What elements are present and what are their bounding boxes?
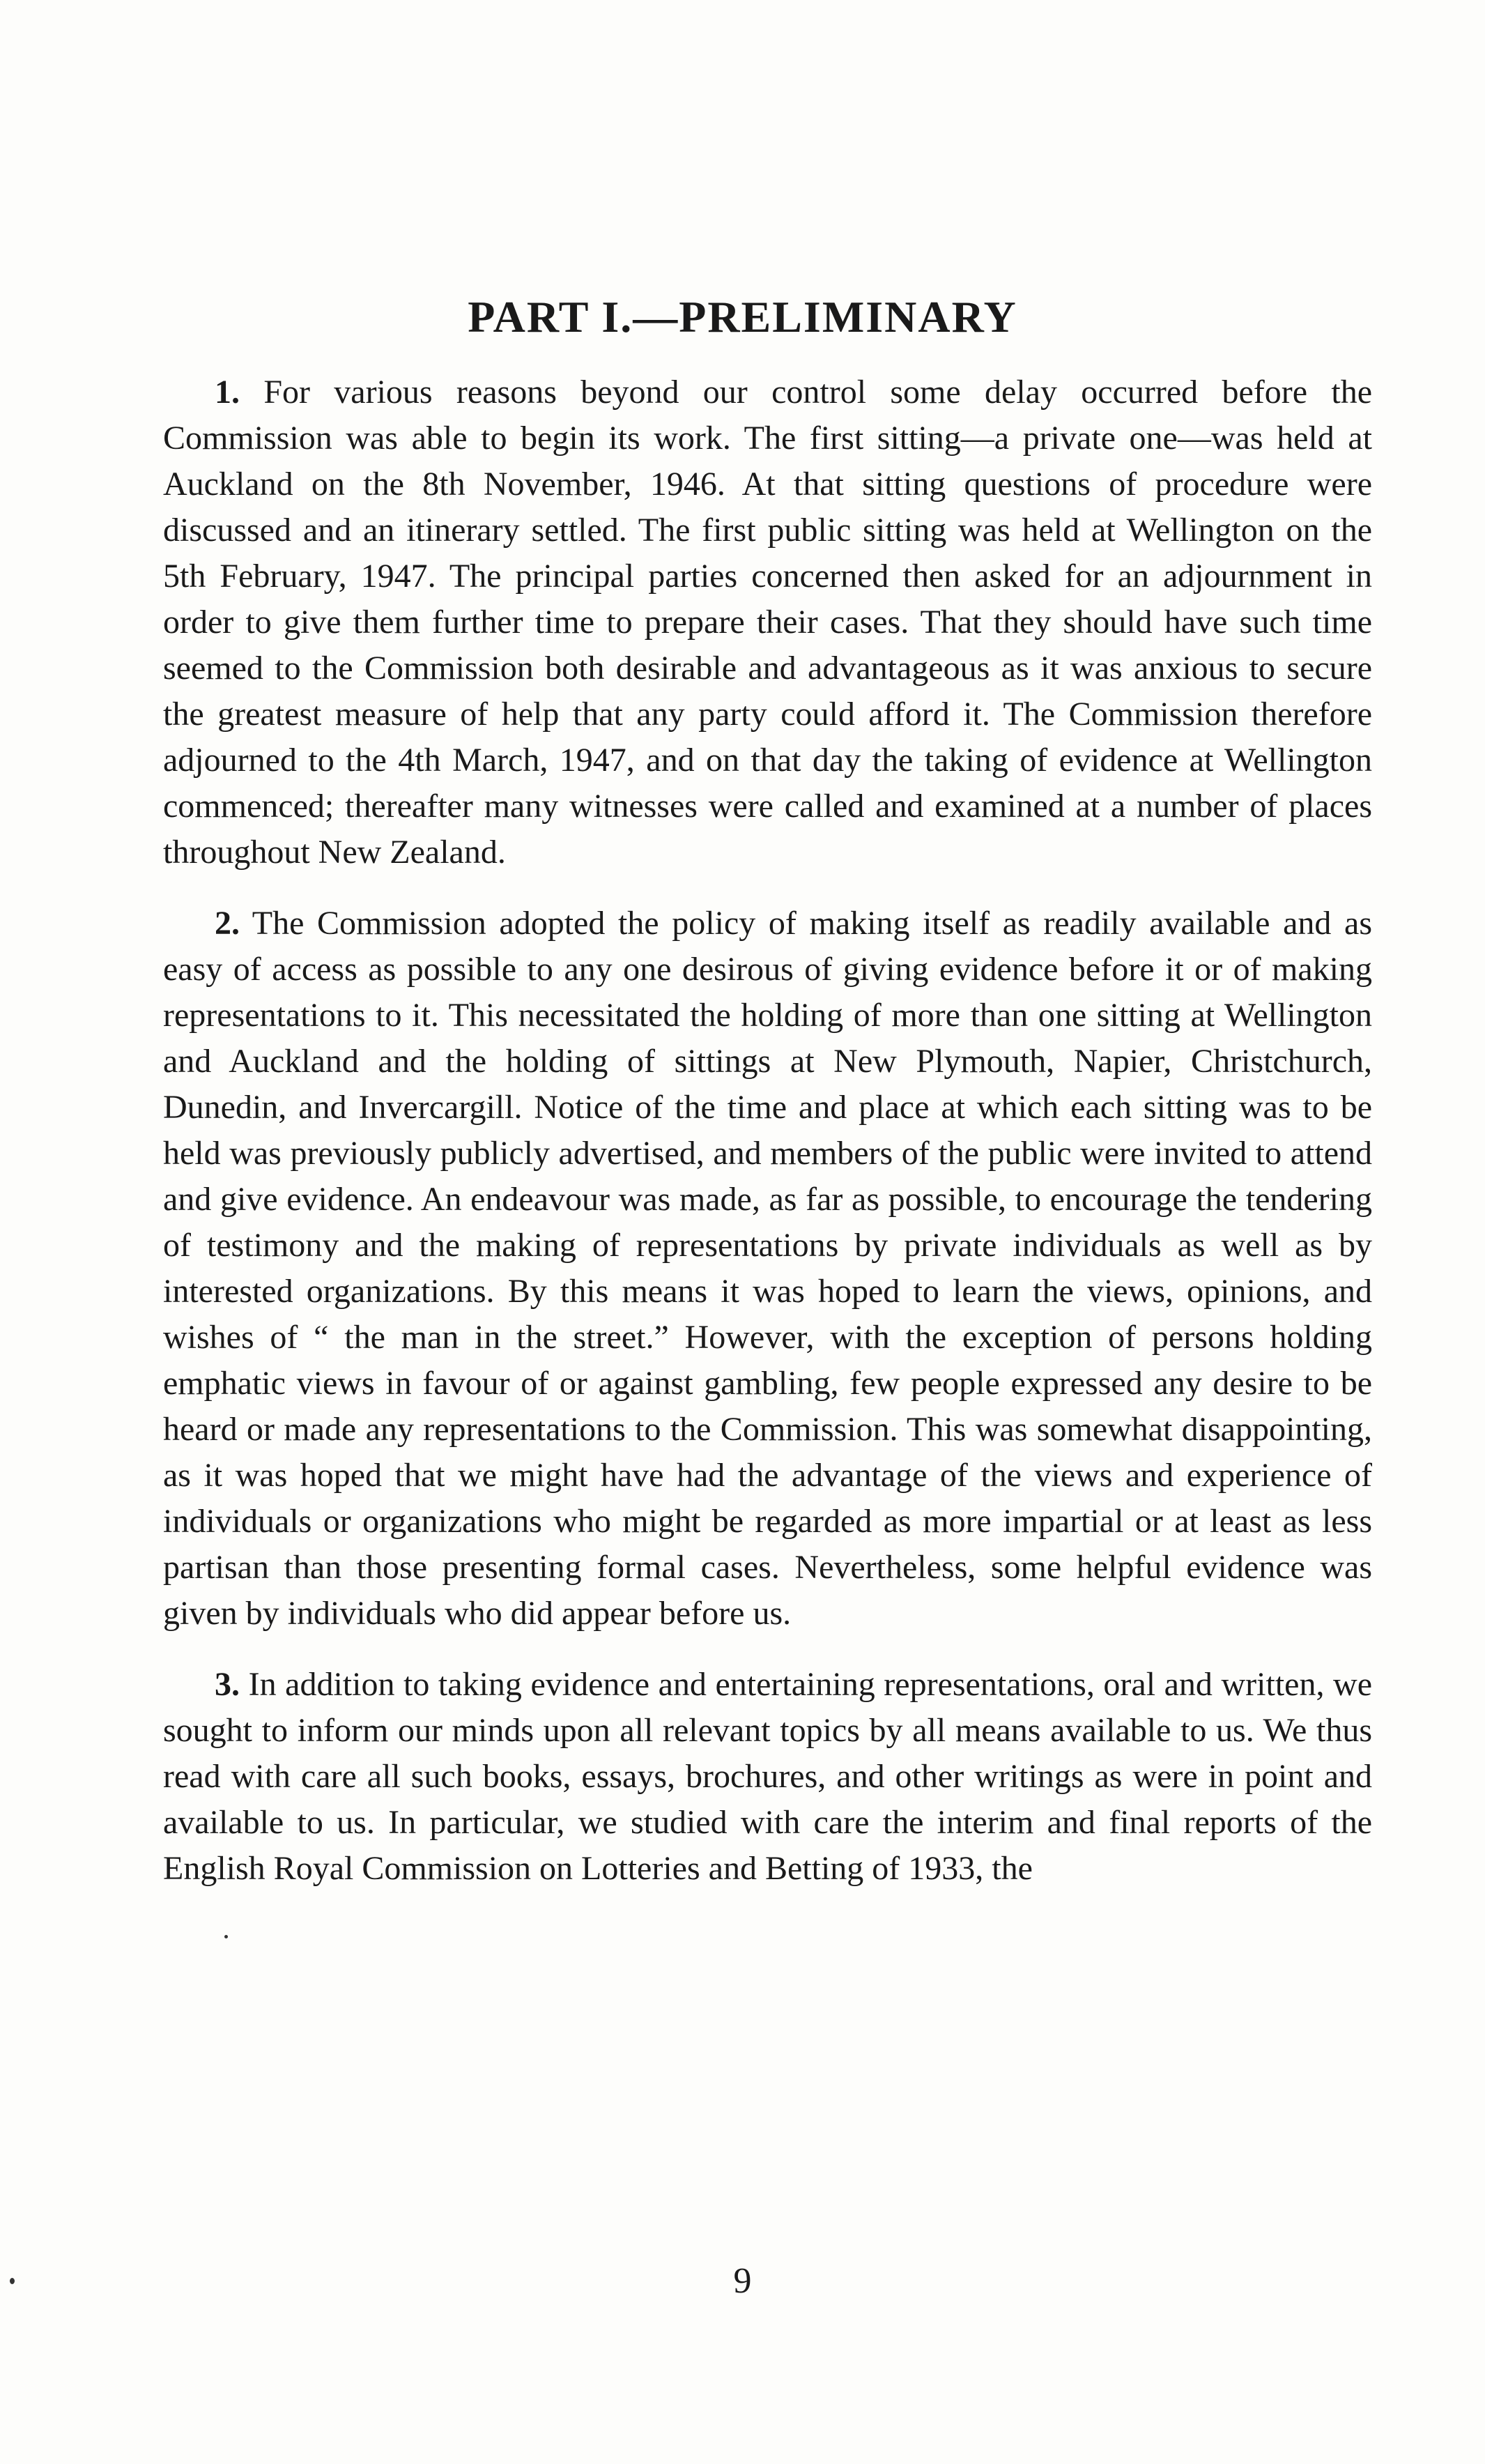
paragraph-2: [163, 901, 1372, 1637]
body-text: [163, 369, 1372, 1917]
page-heading: PART I.—PRELIMINARY: [468, 292, 1017, 342]
page-number: 9: [733, 2261, 752, 2301]
scan-speck: [224, 1935, 228, 1938]
paragraph-number: 2.: [215, 905, 240, 942]
paragraph-number: 3.: [215, 1666, 240, 1703]
paragraph-text: For various reasons beyond our control some delay occurred before the Commission was able to begin its work. The first sitting—a private one—was held at Auckland on the 8th November, 1946. At that sitting questions of procedure were discussed and an itinerary settled. The first public sitting was held at Wellington on the 5th February, 1947. The principal parties concerned then asked for an adjournment in order to give them further time to prepare their cases. That they should have such time seemed to the Commission both desirable and advantageous as it was anxious to secure the greatest measure of help that any party could afford it. The Commission therefore adjourned to the 4th March, 1947, and on that day the taking of evidence at Wellington commenced; thereafter many witnesses were called and examined at a number of places throughout New Zealand.: [163, 374, 1372, 871]
paragraph-text: The Commission adopted the policy of making itself as readily available and as easy of access as possible to any one desirous of giving evidence before it or of making representations to it. This necessitated the holding of more than one sitting at Wellington and Auckland and the holding of sittings at New Plymouth, Napier, Christchurch, Dunedin, and Invercargill. Notice of the time and place at which each sitting was to be held was previously publicly advertised, and members of the public were invited to attend and give evidence. An endeavour was made, as far as possible, to encourage the tendering of testimony and the making of representations by private individuals as well as by interested organizations. By this means it was hoped to learn the views, opinions, and wishes of “ the man in the street.” However, with the exception of persons holding emphatic views in favour of or against gambling, few people expressed any desire to be heard or made any representations to the Commission. This was somewhat disappointing, as it was hoped that we might have had the advantage of the views and experience of individuals or organizations who might be regarded as more impartial or at least as less partisan than those presenting formal cases. Nevertheless, some helpful evidence was given by individuals who did appear before us.: [163, 905, 1373, 1632]
scan-speck: [10, 2278, 15, 2284]
paragraph-3: [163, 1662, 1372, 1892]
paragraph-number: 1.: [215, 374, 240, 411]
paragraph-1: [163, 369, 1372, 875]
paragraph-text: In addition to taking evidence and entertaining representations, oral and written, we sought to inform our minds upon all relevant topics by all means available to us. We thus read with care all such books, essays, brochures, and other writings as were in point and available to us. In particular, we studied with care the interim and final reports of the English Royal Commission on Lotteries and Betting of 1933, the: [163, 1666, 1373, 1887]
